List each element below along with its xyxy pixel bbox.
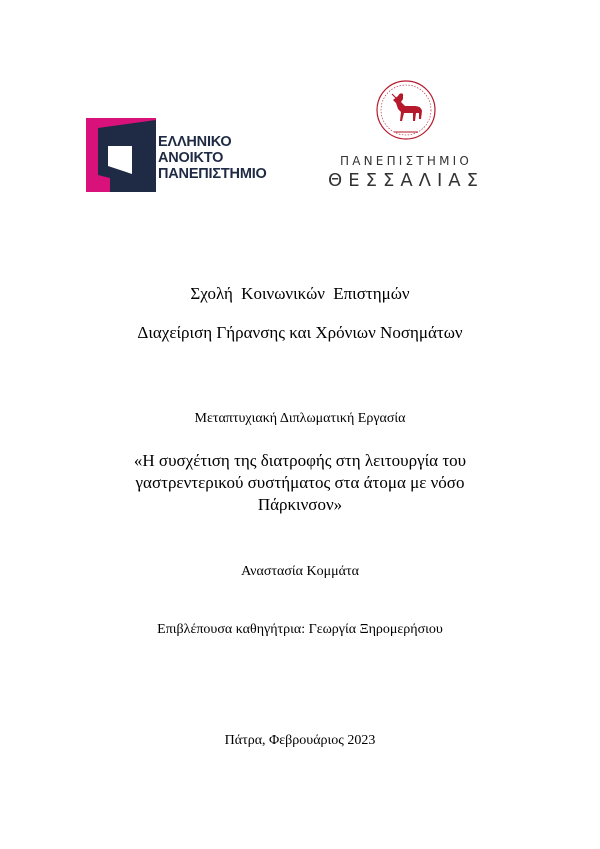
hellenic-open-university-mark-icon: [86, 118, 156, 192]
university-of-thessaly-logo: [322, 72, 490, 196]
university-name-line-1: ΠΑΝΕΠΙΣΤΗΜΙΟ: [339, 154, 473, 168]
hellenic-open-university-name: [158, 134, 267, 182]
supervisor: Επιβλέπουσα καθηγήτρια: Γεωργία Ξηρομερήσιου: [157, 622, 443, 637]
university-name-line-2: ΘΕΣΣΑΛΙΑΣ: [328, 170, 484, 191]
thesis-title-line: «Η συσχέτιση της διατροφής στη λειτουργία του: [133, 451, 467, 470]
program-name: Διαχείριση Γήρανσης και Χρόνιων Νοσημάτων: [137, 323, 463, 342]
logo-line: ΠΑΝΕΠΙΣΤΗΜΙΟ: [158, 166, 267, 182]
thesis-title: [80, 450, 520, 516]
thesis-type: Μεταπτυχιακή Διπλωματική Εργασία: [194, 411, 406, 426]
centaur-seal-icon: [374, 72, 438, 148]
thesis-title-line: Πάρκινσον»: [257, 495, 343, 514]
author-name: Αναστασία Κομμάτα: [241, 564, 359, 579]
place-date: Πάτρα, Φεβρουάριος 2023: [224, 733, 376, 748]
hellenic-open-university-logo: [86, 118, 286, 194]
logo-line: ΕΛΛΗΝΙΚΟ: [158, 134, 232, 150]
school-name: Σχολή Κοινωνικών Επιστημών: [190, 284, 410, 303]
logo-line: ΑΝΟΙΚΤΟ: [158, 150, 224, 166]
thesis-title-line: γαστρεντερικού συστήματος στα άτομα με νόσο: [135, 473, 465, 492]
